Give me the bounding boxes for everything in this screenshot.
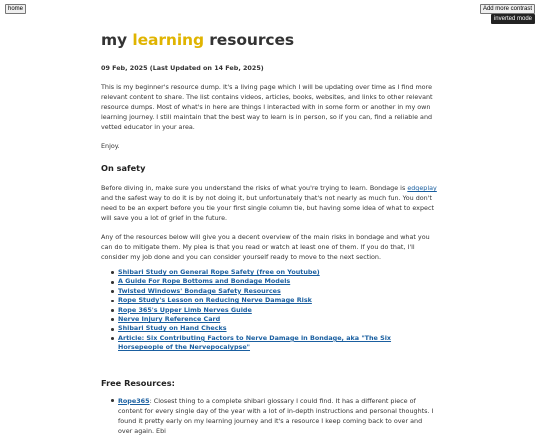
safety-link[interactable]: Twisted Windows' Bondage Safety Resources <box>118 286 281 295</box>
post-date: 09 Feb, 2025 (Last Updated on 14 Feb, 2025) <box>101 64 264 72</box>
safety-paragraph-1 <box>101 183 437 223</box>
main-content <box>101 28 437 436</box>
safety-paragraph-2: Any of the resources below will give you a decent overview of the main risks in bondage and what you can do to mitigate them. My plea is that you read or watch at least one of them. If you do that, I'll consider my job done and you can consider yourself ready to move to the next section. <box>101 233 430 261</box>
list-item <box>111 296 437 305</box>
rope365-link[interactable]: Rope365 <box>118 396 150 405</box>
edgeplay-link[interactable]: edgeplay <box>407 184 437 192</box>
intro-paragraph: This is my beginner's resource dump. It's a living page which I will be updating over time as I find more relevant content to share. The list contains videos, articles, books, websites, and links to other relevant resource dumps. Most of what's in here are things I interacted with in some form or another in my own learning journey. I still maintain that the best way to learn is in person, so if you can, find a reliable and vetted educator in your area. <box>101 83 433 131</box>
home-button[interactable]: home <box>5 4 26 14</box>
list-item <box>111 334 437 353</box>
inverted-mode-button[interactable]: inverted mode <box>491 14 535 24</box>
enjoy-text: Enjoy. <box>101 142 120 150</box>
page-title <box>101 30 437 50</box>
list-item <box>111 287 437 296</box>
title-prefix: my <box>101 31 133 49</box>
list-item <box>111 315 437 324</box>
add-contrast-button[interactable]: Add more contrast <box>480 4 535 14</box>
safety-link[interactable]: Shibari Study on General Rope Safety (free on Youtube) <box>118 268 320 276</box>
list-item <box>111 324 437 333</box>
safety-link[interactable]: Rope Study's Lesson on Reducing Nerve Damage Risk <box>118 296 312 305</box>
resource-description: : Closest thing to a complete shibari glossary I could find. It has a different piece of content for every single day of the year with a lot of in-depth instructions and personal thoughts. I found it pretty early on my learning journey and it's a resource I keep coming back to over and over again. Ebi <box>118 396 434 435</box>
list-item <box>111 306 437 315</box>
free-resources-list <box>101 396 437 436</box>
safety-link[interactable]: Shibari Study on Hand Checks <box>118 324 227 333</box>
title-suffix: resources <box>203 31 295 49</box>
safety-link[interactable]: Article: Six Contributing Factors to Nerve Damage in Bondage, aka "The Six Horsepeople of the Nervepocalypse" <box>118 333 392 352</box>
safety-link-list <box>101 268 437 353</box>
list-item <box>111 277 437 286</box>
title-accent: learning <box>132 31 204 49</box>
safety-p1-before: Before diving in, make sure you understand the risks of what you're trying to learn. Bondage is <box>101 184 408 192</box>
free-resources-heading: Free Resources: <box>101 377 175 388</box>
safety-link[interactable]: A Guide For Rope Bottoms and Bondage Models <box>118 277 291 286</box>
safety-heading: On safety <box>101 163 146 173</box>
list-item <box>111 396 437 436</box>
safety-link[interactable]: Nerve Injury Reference Card <box>118 315 221 324</box>
safety-p1-after: and the safest way to do it is by not doing it, but unfortunately that's not nearly as much fun. You don't need to be an expert before you tie your first single column tie, but having some idea of what to expect will save you a lot of grief in the future. <box>101 194 434 222</box>
list-item <box>111 268 437 277</box>
safety-link[interactable]: Rope 365's Upper Limb Nerves Guide <box>118 305 252 314</box>
top-toolbar <box>4 3 536 25</box>
